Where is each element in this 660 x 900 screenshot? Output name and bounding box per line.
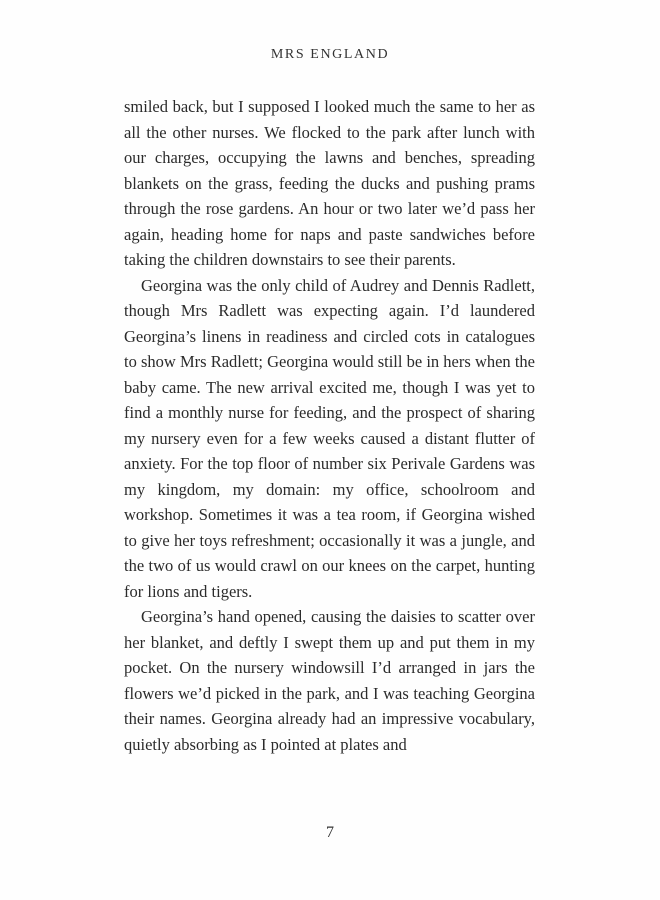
- running-head: MRS ENGLAND: [270, 47, 390, 62]
- body-text: [124, 94, 535, 757]
- page-number: 7: [326, 824, 334, 841]
- paragraph-2: Georgina was the only child of Audrey and Dennis Radlett, though Mrs Radlett was expecting again. I’d laundered Georgina’s linens in readiness and circled cots in catalogues to show Mrs Radlett; Georgina would still be in hers when the baby came. The new arrival excited me, though I was yet to find a monthly nurse for feeding, and the prospect of sharing my nursery even for a few weeks caused a distant flutter of anxiety. For the top floor of number six Perivale Gardens was my kingdom, my domain: my office, schoolroom and workshop. Sometimes it was a tea room, if Georgina wished to give her toys refreshment; occasionally it was a jungle, and the two of us would crawl on our knees on the carpet, hunting for lions and tigers.: [124, 275, 535, 601]
- paragraph-3: Georgina’s hand opened, causing the daisies to scatter over her blanket, and deftly I swept them up and put them in my pocket. On the nursery windowsill I’d arranged in jars the flowers we’d picked in the park, and I was teaching Georgina their names. Georgina already had an impressive vocabulary, quietly absorbing as I pointed at plates and: [124, 607, 535, 754]
- paragraph-1: smiled back, but I supposed I looked much the same to her as all the other nurses. We flocked to the park after lunch with our charges, occupying the lawns and benches, spreading blankets on the grass, feeding the ducks and pushing prams through the rose gardens. An hour or two later we’d pass her again, heading home for naps and paste sandwiches before taking the children downstairs to see their parents.: [124, 97, 535, 269]
